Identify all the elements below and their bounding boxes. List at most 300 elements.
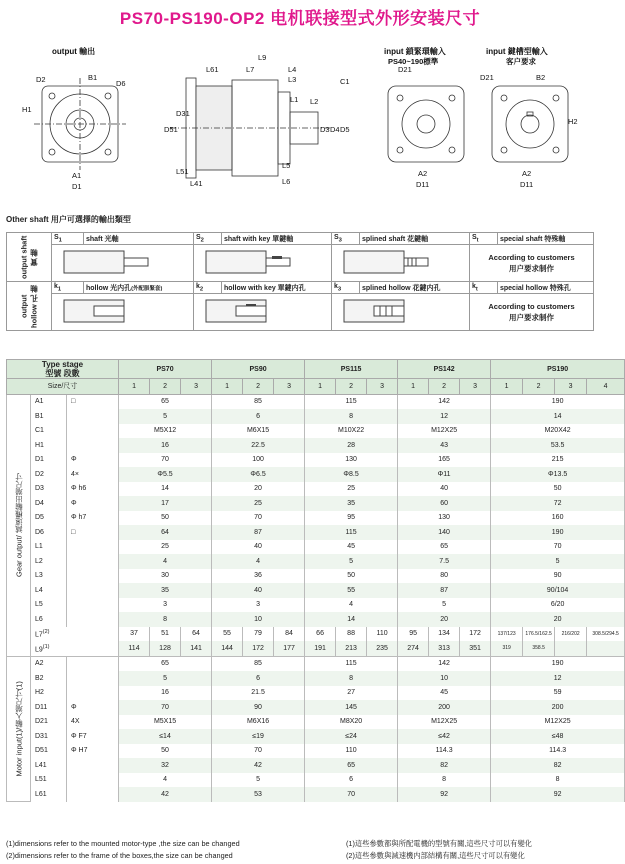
dimension-tolerance: Φ F7 bbox=[67, 729, 119, 744]
dimension-value: 25 bbox=[119, 540, 212, 555]
table-row bbox=[7, 729, 625, 744]
svg-text:D21: D21 bbox=[480, 73, 494, 82]
dimension-symbol: L61 bbox=[31, 787, 67, 802]
dimension-value: 55 bbox=[305, 583, 398, 598]
dimension-tolerance bbox=[67, 686, 119, 701]
dimension-symbol: A2 bbox=[31, 656, 67, 671]
dimension-value: 59 bbox=[491, 686, 625, 701]
dimension-value: 92 bbox=[398, 787, 491, 802]
dimension-value: 45 bbox=[398, 686, 491, 701]
svg-text:L4: L4 bbox=[288, 65, 297, 74]
dimension-value: 128 bbox=[150, 641, 181, 656]
dimension-tolerance: 4× bbox=[67, 467, 119, 482]
dimension-symbol: L5 bbox=[31, 598, 67, 613]
dimension-value: 90/104 bbox=[491, 583, 625, 598]
dimension-value: 79 bbox=[243, 627, 274, 642]
stage-header-cell: 3 bbox=[555, 379, 587, 395]
input-lock-view bbox=[388, 86, 464, 162]
symbol-text: L9 bbox=[35, 645, 43, 653]
dimension-value: 27 bbox=[305, 686, 398, 701]
dimension-value: 14 bbox=[305, 612, 398, 627]
dimension-value: 100 bbox=[212, 453, 305, 468]
stage-header-cell: 3 bbox=[460, 379, 491, 395]
dimension-value: 45 bbox=[305, 540, 398, 555]
dimension-value: M12X25 bbox=[398, 424, 491, 439]
table-row bbox=[7, 394, 625, 409]
dimension-value: 351 bbox=[460, 641, 491, 656]
dimension-value: 177 bbox=[274, 641, 305, 656]
dimension-value: 64 bbox=[181, 627, 212, 642]
dimension-value: 42 bbox=[119, 787, 212, 802]
svg-text:L6: L6 bbox=[282, 177, 291, 186]
table-row bbox=[7, 438, 625, 453]
dimension-tolerance: Φ h6 bbox=[67, 482, 119, 497]
dimension-value: 8 bbox=[119, 612, 212, 627]
dimension-symbol: D31 bbox=[31, 729, 67, 744]
dimension-value: 92 bbox=[491, 787, 625, 802]
dimension-value: 165 bbox=[398, 453, 491, 468]
output-flange-view bbox=[34, 78, 126, 170]
stage-header-cell: 2 bbox=[523, 379, 555, 395]
dimension-value: 215 bbox=[491, 453, 625, 468]
dimension-value: 43 bbox=[398, 438, 491, 453]
dimension-value: ≤14 bbox=[119, 729, 212, 744]
dimension-value: 8 bbox=[491, 773, 625, 788]
dimension-value: 144 bbox=[212, 641, 243, 656]
dimension-symbol: L2 bbox=[31, 554, 67, 569]
dimension-value: 80 bbox=[398, 569, 491, 584]
dimension-value: 114 bbox=[119, 641, 150, 656]
dimension-value: 216/202 bbox=[555, 627, 587, 642]
dimension-value: 50 bbox=[119, 511, 212, 526]
svg-text:L5: L5 bbox=[282, 161, 291, 170]
dimension-value: 12 bbox=[398, 409, 491, 424]
table-row bbox=[7, 656, 625, 671]
dimension-value: 70 bbox=[212, 511, 305, 526]
dimension-value: 140 bbox=[398, 525, 491, 540]
table-row bbox=[7, 467, 625, 482]
dimension-value: 5 bbox=[398, 598, 491, 613]
stage-header-cell: 3 bbox=[181, 379, 212, 395]
svg-text:C1: C1 bbox=[340, 77, 350, 86]
dimension-value: 16 bbox=[119, 686, 212, 701]
dimension-value: 50 bbox=[119, 744, 212, 759]
stage-header-row: Size/尺寸 1 2 3 1 2 3 1 2 3 1 2 3 1 2 3 4 bbox=[7, 379, 625, 395]
dimension-tolerance: 4X bbox=[67, 715, 119, 730]
dimension-value: 70 bbox=[212, 744, 305, 759]
dimension-value: Φ6.5 bbox=[212, 467, 305, 482]
dimension-value: 14 bbox=[119, 482, 212, 497]
dimension-symbol: D11 bbox=[31, 700, 67, 715]
dimension-value: 172 bbox=[243, 641, 274, 656]
dimension-symbol: D6 bbox=[31, 525, 67, 540]
svg-text:L51: L51 bbox=[176, 167, 189, 176]
dimension-value: 110 bbox=[305, 744, 398, 759]
svg-text:D1: D1 bbox=[72, 182, 82, 191]
dimension-value: 4 bbox=[305, 598, 398, 613]
svg-text:客户要求: 客户要求 bbox=[506, 57, 536, 66]
hollow-k2-figure bbox=[194, 294, 332, 331]
svg-text:PS40~190標準: PS40~190標準 bbox=[388, 57, 439, 66]
motor-side: Motor input(1)/輸入端尺寸(1) bbox=[7, 656, 31, 802]
dimension-value: 70 bbox=[491, 540, 625, 555]
svg-text:L2: L2 bbox=[310, 97, 319, 106]
dimension-value: 35 bbox=[305, 496, 398, 511]
dimension-value: 65 bbox=[398, 540, 491, 555]
svg-text:A2: A2 bbox=[522, 169, 532, 178]
stage-header-cell: 1 bbox=[212, 379, 243, 395]
dimension-value: 8 bbox=[398, 773, 491, 788]
output-view-label: output 輸出 bbox=[52, 47, 96, 56]
table-row bbox=[7, 744, 625, 759]
svg-text:L61: L61 bbox=[206, 65, 219, 74]
dimension-tolerance: Φ bbox=[67, 453, 119, 468]
table-row bbox=[7, 482, 625, 497]
dimension-tolerance bbox=[67, 424, 119, 439]
dimension-value: 6 bbox=[305, 773, 398, 788]
dimension-symbol: L51 bbox=[31, 773, 67, 788]
stage-header-cell: 2 bbox=[150, 379, 181, 395]
dimension-tolerance bbox=[67, 540, 119, 555]
dimension-value: 37 bbox=[119, 627, 150, 642]
dimension-value: 88 bbox=[336, 627, 367, 642]
gear-side: Gear output/ 減速機輸出端尺寸 bbox=[7, 394, 31, 656]
dimension-value: 6 bbox=[212, 409, 305, 424]
svg-text:L3: L3 bbox=[288, 75, 297, 84]
dimension-value: Φ13.5 bbox=[491, 467, 625, 482]
dimension-symbol: H2 bbox=[31, 686, 67, 701]
table-row bbox=[7, 569, 625, 584]
table-row bbox=[7, 554, 625, 569]
dimension-value: 53.5 bbox=[491, 438, 625, 453]
model-header-row: Type stage 型號 段數 PS70 PS90 PS115 PS142 PS190 bbox=[7, 360, 625, 379]
dimension-value: 70 bbox=[119, 453, 212, 468]
dimension-symbol: D4 bbox=[31, 496, 67, 511]
stage-header-cell: 1 bbox=[398, 379, 429, 395]
dimension-value: 10 bbox=[212, 612, 305, 627]
footnotes-cn: (1)這些參數都與所配電機的型號有關,這些尺寸可以有變化 (2)這些參數與減速機内部結構有關,這些尺寸可以有變化 bbox=[346, 839, 533, 860]
dimension-tolerance bbox=[67, 409, 119, 424]
page-title: PS70-PS190-OP2 电机联接型式外形安装尺寸 bbox=[119, 9, 481, 28]
table-row bbox=[7, 583, 625, 598]
svg-text:input 鍵槽型輸入: input 鍵槽型輸入 bbox=[486, 47, 548, 56]
dimension-value: 40 bbox=[212, 583, 305, 598]
dimension-value: Φ8.5 bbox=[305, 467, 398, 482]
dimension-value: 53 bbox=[212, 787, 305, 802]
svg-text:D31: D31 bbox=[176, 109, 190, 118]
dimension-value: 87 bbox=[398, 583, 491, 598]
dimension-value: 72 bbox=[491, 496, 625, 511]
dimension-value: 14 bbox=[491, 409, 625, 424]
dimension-value: 145 bbox=[305, 700, 398, 715]
table-row bbox=[7, 715, 625, 730]
dimension-tolerance bbox=[67, 671, 119, 686]
dimension-value: 110 bbox=[367, 627, 398, 642]
dimension-value: 66 bbox=[305, 627, 336, 642]
dimension-value: 134 bbox=[429, 627, 460, 642]
dimension-value: M8X20 bbox=[305, 715, 398, 730]
table-row bbox=[7, 700, 625, 715]
dimension-symbol: L1 bbox=[31, 540, 67, 555]
svg-text:L41: L41 bbox=[190, 179, 203, 188]
dimension-tolerance bbox=[67, 554, 119, 569]
dimension-value: 25 bbox=[305, 482, 398, 497]
stage-header-cell: 2 bbox=[243, 379, 274, 395]
dimension-tolerance: □ bbox=[67, 525, 119, 540]
dimension-value: 4 bbox=[119, 773, 212, 788]
dimension-value: ≤24 bbox=[305, 729, 398, 744]
dimension-value: 4 bbox=[119, 554, 212, 569]
svg-text:B2: B2 bbox=[536, 73, 546, 82]
dimension-value: 12 bbox=[491, 671, 625, 686]
side-output-shaft: output shaft 實 軸 bbox=[7, 233, 52, 282]
dimension-value: M5X12 bbox=[119, 424, 212, 439]
dimension-tolerance bbox=[67, 612, 119, 627]
dimension-value: 235 bbox=[367, 641, 398, 656]
other-shaft-table: output shaft 實 軸 $S_1$ shaft 光軸 $S_2$ shaft with key 單鍵軸 $S_3$ splined shaft 花鍵軸 $S_t$ special shaft 特殊軸 According to customers 用户要求制作 output hollow 孔 軸 $k_1$ hollow 光内孔(外配脹緊套) $k_2$ hollow with key 單鍵内孔 $k_3$ splined hollow 花鍵内孔 $k_t$ special hollow 特殊孔 According to customers 用户要求制作 bbox=[6, 232, 594, 331]
dimension-value: 274 bbox=[398, 641, 429, 656]
dimension-value: 64 bbox=[119, 525, 212, 540]
table-row bbox=[7, 496, 625, 511]
dimension-value: 213 bbox=[336, 641, 367, 656]
dimension-value: M5X15 bbox=[119, 715, 212, 730]
dimension-value: 16 bbox=[119, 438, 212, 453]
dimension-value: 6 bbox=[212, 671, 305, 686]
svg-text:D5: D5 bbox=[340, 125, 350, 134]
dimension-symbol: D5 bbox=[31, 511, 67, 526]
dimension-value: Φ5.5 bbox=[119, 467, 212, 482]
dimension-value: Φ11 bbox=[398, 467, 491, 482]
svg-text:B1: B1 bbox=[88, 73, 98, 82]
svg-text:D3: D3 bbox=[320, 125, 330, 134]
dimension-value: 5 bbox=[119, 409, 212, 424]
shaft-s3-figure bbox=[332, 245, 470, 282]
dimension-value: 32 bbox=[119, 758, 212, 773]
dimension-value: 70 bbox=[119, 700, 212, 715]
table-row bbox=[7, 686, 625, 701]
dimension-value: 35 bbox=[119, 583, 212, 598]
dimension-tolerance: □ bbox=[67, 394, 119, 409]
dimension-symbol bbox=[31, 627, 119, 642]
dimension-value: 10 bbox=[398, 671, 491, 686]
stage-header-cell: 1 bbox=[305, 379, 336, 395]
dimension-value: 95 bbox=[398, 627, 429, 642]
dimension-value: 20 bbox=[212, 482, 305, 497]
dimension-value: 142 bbox=[398, 656, 491, 671]
dimension-value: 190 bbox=[491, 394, 625, 409]
dimension-value: M12X25 bbox=[398, 715, 491, 730]
stage-header-cell: 1 bbox=[119, 379, 150, 395]
dimension-value: 176.5/162.5 bbox=[523, 627, 555, 642]
table-row bbox=[7, 511, 625, 526]
dimension-value: 200 bbox=[491, 700, 625, 715]
dimension-value: M20X42 bbox=[491, 424, 625, 439]
table-row bbox=[7, 627, 625, 642]
dimension-value: 172 bbox=[460, 627, 491, 642]
dimension-value: 30 bbox=[119, 569, 212, 584]
table-row bbox=[7, 525, 625, 540]
dimension-symbol: L3 bbox=[31, 569, 67, 584]
table-row bbox=[7, 612, 625, 627]
dimension-symbol: D2 bbox=[31, 467, 67, 482]
dimension-symbol: L41 bbox=[31, 758, 67, 773]
input-key-view bbox=[492, 86, 568, 162]
dimension-value: 65 bbox=[119, 656, 212, 671]
dimension-value: 3 bbox=[212, 598, 305, 613]
dimension-value: 115 bbox=[305, 394, 398, 409]
dimension-value: 55 bbox=[212, 627, 243, 642]
dimension-value: 17 bbox=[119, 496, 212, 511]
dimension-value: 20 bbox=[491, 612, 625, 627]
dimension-tolerance bbox=[67, 598, 119, 613]
reducer-side-view bbox=[170, 78, 330, 178]
dimension-value: 114.3 bbox=[398, 744, 491, 759]
dimension-value: 90 bbox=[491, 569, 625, 584]
dimension-value: 160 bbox=[491, 511, 625, 526]
dimension-symbol: H1 bbox=[31, 438, 67, 453]
dimension-symbol bbox=[31, 641, 119, 656]
dimension-value bbox=[587, 641, 625, 656]
shaft-s2-figure bbox=[194, 245, 332, 282]
dimension-value: 5 bbox=[491, 554, 625, 569]
dimension-value: 190 bbox=[491, 656, 625, 671]
dimension-tolerance bbox=[67, 583, 119, 598]
dimension-symbol: D51 bbox=[31, 744, 67, 759]
dimension-value: 5 bbox=[119, 671, 212, 686]
table-row bbox=[7, 758, 625, 773]
dimension-value: 313 bbox=[429, 641, 460, 656]
table-row bbox=[7, 540, 625, 555]
dimension-value: 85 bbox=[212, 656, 305, 671]
dimension-value: 60 bbox=[398, 496, 491, 511]
svg-text:D11: D11 bbox=[416, 180, 430, 189]
hollow-k1-figure bbox=[52, 294, 194, 331]
side-output-hollow: output hollow 孔 軸 bbox=[7, 282, 52, 331]
table-row bbox=[7, 773, 625, 788]
table-row bbox=[7, 787, 625, 802]
dimension-value: 6/20 bbox=[491, 598, 625, 613]
dimension-value: 85 bbox=[212, 394, 305, 409]
dimension-tolerance bbox=[67, 787, 119, 802]
dimension-value: 5 bbox=[212, 773, 305, 788]
dimension-symbol: D3 bbox=[31, 482, 67, 497]
dimension-value: 51 bbox=[150, 627, 181, 642]
svg-text:D11: D11 bbox=[520, 180, 534, 189]
dimension-value: 20 bbox=[398, 612, 491, 627]
dimension-value: 190 bbox=[491, 525, 625, 540]
table-row bbox=[7, 598, 625, 613]
dimension-symbol: D1 bbox=[31, 453, 67, 468]
hollow-k3-figure bbox=[332, 294, 470, 331]
stage-header-cell: 2 bbox=[429, 379, 460, 395]
dimension-value: 65 bbox=[305, 758, 398, 773]
stage-header-cell: 4 bbox=[587, 379, 625, 395]
svg-text:L1: L1 bbox=[290, 95, 299, 104]
dimension-value: 8 bbox=[305, 409, 398, 424]
table-row bbox=[7, 409, 625, 424]
dimension-value: 40 bbox=[212, 540, 305, 555]
dimension-tolerance bbox=[67, 773, 119, 788]
dimension-tolerance bbox=[67, 438, 119, 453]
stage-header-cell: 2 bbox=[336, 379, 367, 395]
stage-header-cell: 3 bbox=[274, 379, 305, 395]
svg-text:A1: A1 bbox=[72, 171, 82, 180]
dimension-value: 191 bbox=[305, 641, 336, 656]
dimension-symbol: L6 bbox=[31, 612, 67, 627]
dimension-value: M6X15 bbox=[212, 424, 305, 439]
dimension-value: ≤48 bbox=[491, 729, 625, 744]
dimension-value: 4 bbox=[212, 554, 305, 569]
dimension-value: ≤42 bbox=[398, 729, 491, 744]
svg-text:input 鎖緊環輸入: input 鎖緊環輸入 bbox=[384, 47, 446, 56]
dimension-value: 95 bbox=[305, 511, 398, 526]
dimension-value: 50 bbox=[305, 569, 398, 584]
symbol-text: L7 bbox=[35, 631, 43, 639]
dimension-symbol: A1 bbox=[31, 394, 67, 409]
dimension-tolerance: Φ h7 bbox=[67, 511, 119, 526]
dimension-value: 3 bbox=[119, 598, 212, 613]
shaft-s1-figure bbox=[52, 245, 194, 282]
svg-text:D2: D2 bbox=[36, 75, 46, 84]
dimension-value: 70 bbox=[305, 787, 398, 802]
other-shaft-title: Other shaft 用户可選擇的輸出類型 bbox=[6, 215, 131, 224]
dimension-value: 40 bbox=[398, 482, 491, 497]
dimension-symbol: B1 bbox=[31, 409, 67, 424]
dimension-value: 82 bbox=[398, 758, 491, 773]
svg-text:D21: D21 bbox=[398, 65, 412, 74]
dimension-value: 65 bbox=[119, 394, 212, 409]
dimension-value: 142 bbox=[398, 394, 491, 409]
dimension-value: M10X22 bbox=[305, 424, 398, 439]
dimension-value: 5 bbox=[305, 554, 398, 569]
dimension-tolerance: Φ H7 bbox=[67, 744, 119, 759]
stage-header-cell: 3 bbox=[367, 379, 398, 395]
dimension-value: 50 bbox=[491, 482, 625, 497]
dimension-value bbox=[555, 641, 587, 656]
dimension-value: 130 bbox=[398, 511, 491, 526]
dimension-value: 137/123 bbox=[491, 627, 523, 642]
svg-text:D4: D4 bbox=[330, 125, 340, 134]
dimension-value: 308.5/294.5 bbox=[587, 627, 625, 642]
dimension-value: 130 bbox=[305, 453, 398, 468]
dimension-value: 22.5 bbox=[212, 438, 305, 453]
svg-text:H1: H1 bbox=[22, 105, 32, 114]
dimension-value: 141 bbox=[181, 641, 212, 656]
dimension-value: 42 bbox=[212, 758, 305, 773]
dimension-value: 21.5 bbox=[212, 686, 305, 701]
symbol-note: (2) bbox=[42, 629, 50, 636]
table-row bbox=[7, 424, 625, 439]
table-row bbox=[7, 671, 625, 686]
svg-text:H2: H2 bbox=[568, 117, 578, 126]
dimension-value: 7.5 bbox=[398, 554, 491, 569]
dimension-value: 87 bbox=[212, 525, 305, 540]
dimension-value: 319 bbox=[491, 641, 523, 656]
dimension-tolerance bbox=[67, 758, 119, 773]
dimension-value: M12X25 bbox=[491, 715, 625, 730]
dimension-value: 82 bbox=[491, 758, 625, 773]
dimension-value: 114.3 bbox=[491, 744, 625, 759]
dimension-tolerance bbox=[67, 656, 119, 671]
dimension-tolerance: Φ bbox=[67, 496, 119, 511]
dimension-value: ≤19 bbox=[212, 729, 305, 744]
dimension-value: 200 bbox=[398, 700, 491, 715]
dimension-value: 115 bbox=[305, 656, 398, 671]
dimension-symbol: L4 bbox=[31, 583, 67, 598]
dimension-table bbox=[6, 359, 625, 802]
table-row bbox=[7, 453, 625, 468]
dimension-value: 115 bbox=[305, 525, 398, 540]
